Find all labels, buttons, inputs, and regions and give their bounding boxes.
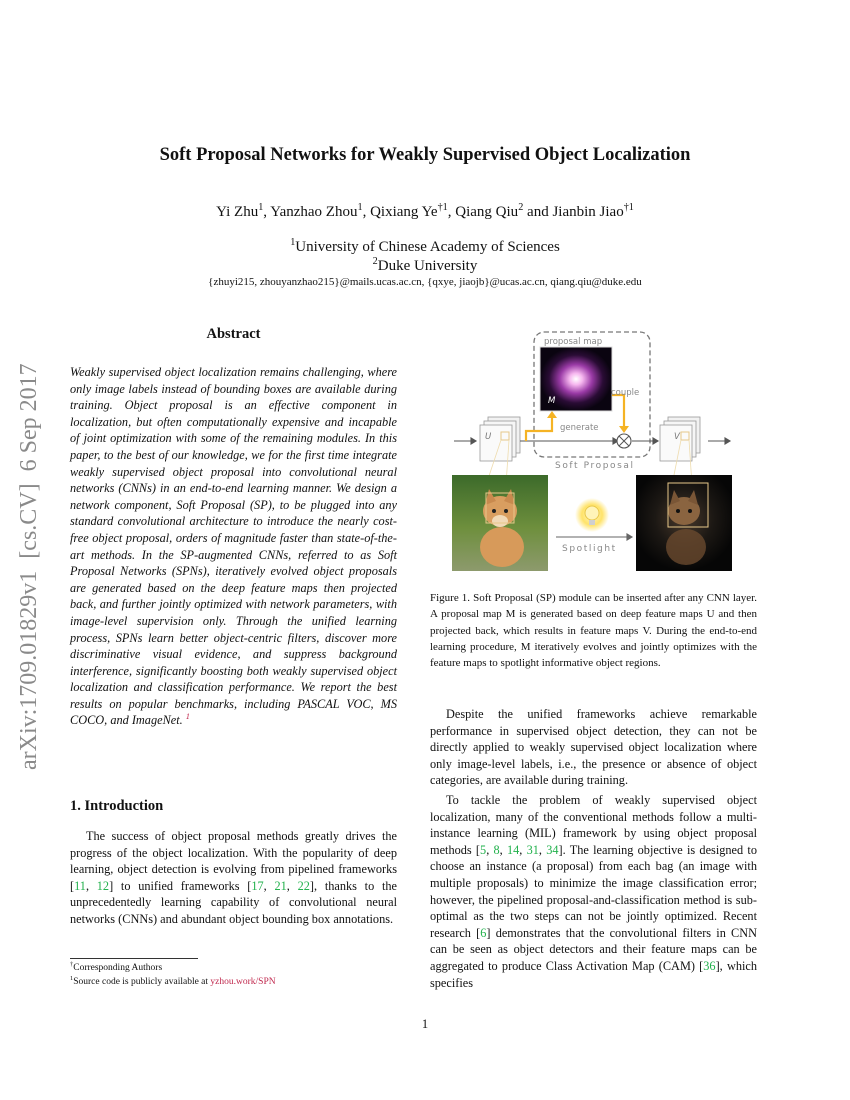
text-run: ] to unified frameworks [ — [109, 878, 252, 893]
section-heading-introduction: 1. Introduction — [70, 798, 164, 814]
citation-link[interactable]: 11 — [74, 878, 86, 893]
abstract-text: Weakly supervised object localization remains challenging, where only image labels instead of bounding boxes are available during training. Object proposal is an effective component in localization, but often computationally expensive and incapable of joint optimization with some of the remaining modules. In this paper, to the best of our knowledge, we for the first time integrate weakly supervised object proposal into convolutional neural networks (CNNs) in an end-to-end learning manner. We design a network component, Soft Proposal (SP), to be plugged into any standard convolutional architecture to introduce the nearly cost-free object proposal, orders of magnitude faster than state-of-the-art methods. In the SP-augmented CNNs, referred to as Soft Proposal Networks (SPNs), iteratively evolved object proposals are generated based on the deep feature maps then projected back, and further jointly optimized with network parameters, with image-level supervision only. Through the unified learning process, SPNs learn better object-centric filters, discover more discriminative visual evidence, and suppress background interference, significantly boosting both weakly supervised object localization and classification performance. We report the best results on popular benchmarks, including PASCAL VOC, MS COCO, and ImageNet. — [70, 365, 397, 728]
affiliation-mark: 2 — [372, 256, 378, 267]
abstract-body — [70, 364, 397, 729]
affiliation-1 — [0, 239, 850, 256]
text-run: ], which specifies — [430, 958, 758, 990]
citation-link[interactable]: 14 — [507, 842, 520, 857]
author-mark: 1 — [258, 202, 264, 213]
paper-title: Soft Proposal Networks for Weakly Supervised Object Localization — [159, 145, 691, 165]
author-name: Yi Zhu — [216, 204, 259, 220]
affiliation-mark: 1 — [290, 237, 296, 248]
citation-link[interactable]: 17 — [251, 878, 264, 893]
footnote-ref[interactable]: 1 — [185, 712, 190, 722]
text-run: The success of object proposal methods greatly drives the progress of the object localization. With the popularity of deep learning, object detection is evolving from pipelined frameworks [ — [70, 829, 397, 893]
citation-link[interactable]: 36 — [703, 958, 716, 973]
right-paragraph-2: To tackle the problem of weakly supervised object localization, many of the conventional methods follow a multi-instance learning (MIL) framework by using object proposal methods [5, 8, 14, 31, 34]. The learning objective is designed to choose an instance (a proposal) from each bag (an image with multiple proposals) to minimize the image classification error; however, the pipelined proposal-and-classification method is sub-optimal as the two steps can not be jointly optimized. Recent research [6] demonstrates that the convolutional filters in CNN can be seen as object detectors and their feature maps can be aggregated to produce Class Activation Map (CAM) [36], which specifies — [430, 793, 758, 990]
author-emails: {zhuyi215, zhouyanzhao215}@mails.ucas.ac.cn, {qxye, jiaojb}@ucas.ac.cn, qiang.qiu@duke.edu — [208, 276, 642, 288]
citation-link[interactable]: 21 — [274, 878, 287, 893]
kitten-photo — [452, 475, 548, 571]
footnote-divider — [70, 958, 198, 959]
abstract-heading: Abstract — [206, 326, 261, 342]
spotlight-label: Spotlight — [562, 544, 617, 554]
couple-arrow — [612, 395, 624, 429]
text-run: ], thanks to the unprecedentedly learning capability of convolutional neural networks (CNNs) and abundant object bounding box annotations. — [70, 878, 397, 926]
proposal-map-label: proposal map — [544, 337, 603, 347]
author-mark: 2 — [518, 202, 524, 213]
feature-maps-v — [660, 417, 700, 461]
author-name: Yanzhao Zhou — [270, 204, 358, 220]
soft-proposal-label: Soft Proposal — [555, 461, 635, 471]
affiliation-2 — [0, 258, 850, 275]
footnote-mark: † — [70, 960, 74, 968]
arxiv-stamp-text: arXiv:1709.01829v1 [cs.CV] 6 Sep 2017 — [16, 363, 42, 770]
right-paragraph-1: Despite the unified frameworks achieve remarkable performance in supervised object detection, they can not be directly applied to weakly supervised object localization where only image-level labels, i.e., the presence or absence of object categories, are available during training. — [430, 707, 757, 788]
author-list: Yi Zhu$^1$, Yanzhao Zhou$^1$, Qixiang Ye$^{\dagger 1}$, Qiang Qiu$^2$ and Jianbin Jiao$^{\dagger 1}$ — [216, 202, 634, 220]
lightbulb-icon — [575, 498, 609, 532]
affiliation-text: University of Chinese Academy of Sciences — [295, 239, 560, 255]
author-name: Qiang Qiu — [455, 204, 519, 220]
feature-maps-v-label: V — [674, 432, 680, 442]
text-run: ]. The learning objective is designed to choose an instance (a proposal) from each bag (an image with multiple proposals) to minimize the image classification error; however, the pipelined proposal-and-classification method is sub-optimal as the two steps can not be jointly optimized. Recent research [ — [430, 842, 757, 940]
citation-link[interactable]: 12 — [96, 878, 110, 893]
multiply-node — [617, 434, 631, 448]
source-code-link[interactable]: yzhou.work/SPN — [210, 977, 276, 987]
generate-arrow — [526, 415, 552, 441]
footnote-text: Source code is publicly available at — [73, 977, 211, 987]
author-mark: †1 — [437, 202, 448, 213]
proposal-map-m-label: M — [548, 396, 556, 406]
footnote-text: Corresponding Authors — [73, 963, 163, 973]
footnote-1 — [70, 962, 397, 975]
couple-label: couple — [611, 388, 640, 398]
footnote-2 — [70, 976, 397, 989]
author-mark: †1 — [623, 202, 634, 213]
generate-arrowhead — [547, 411, 557, 418]
author-name: Jianbin Jiao — [552, 204, 624, 220]
author-mark: 1 — [357, 202, 363, 213]
citation-link[interactable]: 6 — [480, 925, 487, 940]
page-number: 1 — [421, 1017, 429, 1031]
citation-link[interactable]: 8 — [493, 842, 500, 857]
citation-link[interactable]: 22 — [297, 878, 310, 893]
spotlight-photo — [636, 475, 732, 571]
text-run: ] demonstrates that the convolutional filters in CNN can be seen as object detectors and their feature maps can be aggregated to produce Class Activation Map (CAM) [ — [430, 925, 758, 973]
intro-paragraph: The success of object proposal methods greatly drives the progress of the object localization. With the popularity of deep learning, object detection is evolving from pipelined frameworks [11, 12] to unified frameworks [17, 21, 22], thanks to the unprecedentedly learning capability of convolutional neural networks (CNNs) and abundant object bounding box annotations. — [70, 829, 397, 926]
generate-label: generate — [560, 423, 599, 433]
figure-1 — [446, 325, 742, 580]
text-run: To tackle the problem of weakly supervised object localization, many of the conventional methods follow a multi-instance learning (MIL) framework by using object proposal methods [ — [430, 793, 757, 857]
spotlight-arrow — [556, 534, 632, 540]
author-name: Qixiang Ye — [370, 204, 438, 220]
figure-1-caption: Figure 1. Soft Proposal (SP) module can be inserted after any CNN layer. A proposal map M is generated based on deep feature maps U and then projected back, which results in feature maps V. During the end-to-end learning procedure, M iteratively evolves and jointly optimizes with the feature maps to spotlight informative object regions. — [430, 592, 757, 670]
citation-link[interactable]: 5 — [480, 842, 487, 857]
citation-link[interactable]: 31 — [526, 842, 539, 857]
couple-arrowhead — [619, 426, 629, 433]
feature-maps-u-label: U — [485, 432, 492, 442]
footnote-mark: 1 — [70, 974, 74, 982]
citation-link[interactable]: 34 — [546, 842, 559, 857]
arxiv-stamp — [4, 300, 46, 775]
affiliation-text: Duke University — [377, 258, 478, 274]
